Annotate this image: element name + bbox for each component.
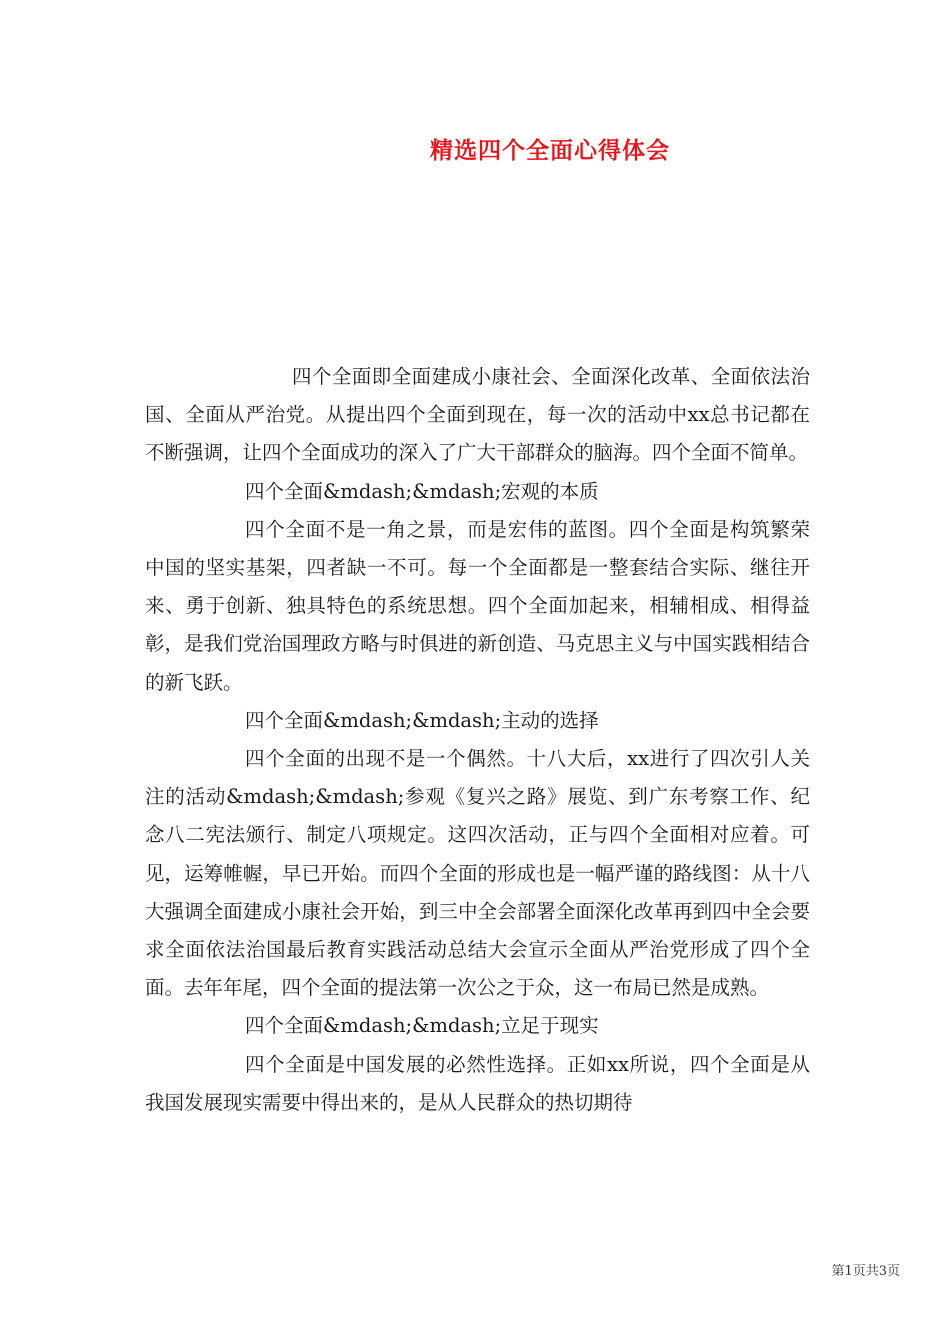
paragraph-section-2: 四个全面的出现不是一个偶然。十八大后，xx进行了四次引人关注的活动&mdash;&mdash;参观《复兴之路》展览、到广东考察工作、纪念八二宪法颁行、制定八项规定。这四次活动，正与四个全面相对应着。可见，运筹帷幄，早已开始。而四个全面的形成也是一幅严谨的路线图：从十八大强调全面建成小康社会开始，到三中全会部署全面深化改革再到四中全会要求全面依法治国最后教育实践活动总结大会宣示全面从严治党形成了四个全面。去年年尾，四个全面的提法第一次公之于众，这一布局已然是成熟。: [145, 747, 810, 1000]
section-heading-1: 四个全面&mdash;&mdash;宏观的本质: [245, 479, 599, 503]
document-body: [145, 358, 810, 1122]
section-heading-2: 四个全面&mdash;&mdash;主动的选择: [245, 708, 599, 732]
paragraph-section-3: 四个全面是中国发展的必然性选择。正如xx所说，四个全面是从我国发展现实需要中得出来的，是从人民群众的热切期待: [145, 1052, 810, 1114]
page-footer: 第1页共3页: [831, 1264, 900, 1279]
section-heading-3: 四个全面&mdash;&mdash;立足于现实: [245, 1014, 599, 1038]
paragraph-section-1: 四个全面不是一角之景，而是宏伟的蓝图。四个全面是构筑繁荣中国的坚实基架，四者缺一不可。每一个全面都是一整套结合实际、继往开来、勇于创新、独具特色的系统思想。四个全面加起来，相辅相成、相得益彰，是我们党治国理政方略与时俱进的新创造、马克思主义与中国实践相结合的新飞跃。: [145, 517, 810, 694]
paragraph-intro: 四个全面即全面建成小康社会、全面深化改革、全面依法治国、全面从严治党。从提出四个全面到现在，每一次的活动中xx总书记都在不断强调，让四个全面成功的深入了广大干部群众的脑海。四个全面不简单。: [145, 365, 810, 465]
document-title: 精选四个全面心得体会: [430, 137, 670, 164]
